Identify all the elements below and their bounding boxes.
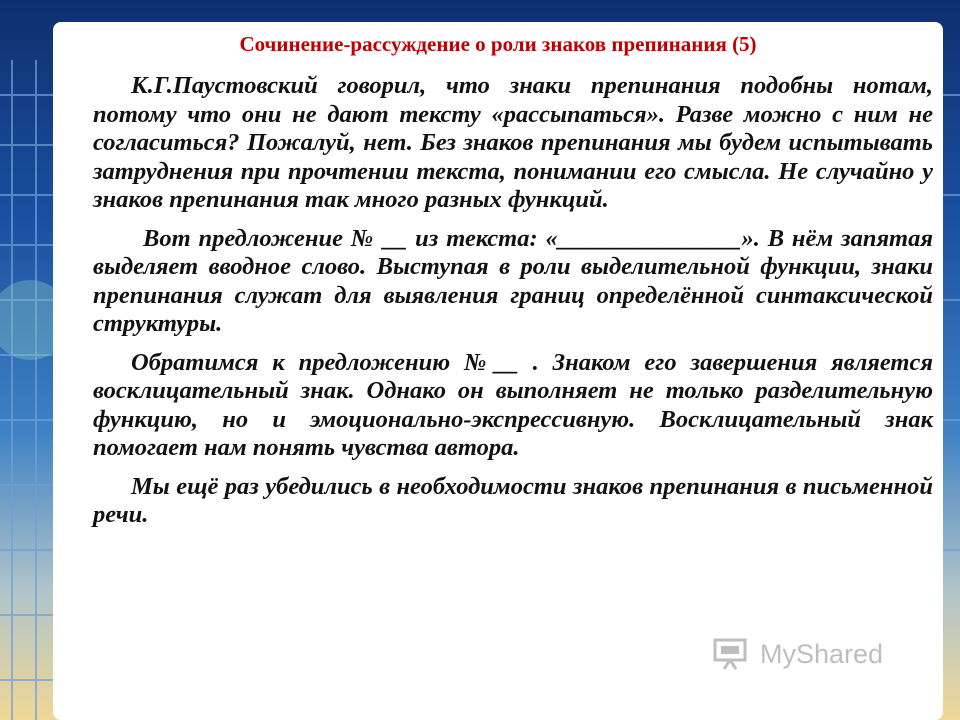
myshared-watermark <box>712 634 883 674</box>
paragraph-1: К.Г.Паустовский говорил, что знаки препинания подобны нотам, потому что они не дают тексту «рассыпаться». Разве можно с ним не согласиться? Пожалуй, нет. Без знаков препинания мы будем испытывать затруднения при прочтении текста, понимании его смысла. Не случайно у знаков препинания так много разных функций. <box>93 72 933 213</box>
paragraph-2: Вот предложение № __ из текста: «_______________». В нём запятая выделяет вводное слово. Выступая в роли выделительной функции, знаки препинания служат для выявления границ определённой синтаксической структуры. <box>93 224 933 337</box>
paragraph-3: Обратимся к предложению №__ . Знаком его завершения является восклицательный знак. Однако он выполняет не только разделительную функцию, но и эмоционально-экспрессивную. Восклицательный знак помогает нам понять чувства автора. <box>93 348 933 461</box>
slide-title: Сочинение-рассуждение о роли знаков препинания (5) <box>239 32 757 56</box>
watermark-text: MyShared <box>760 638 884 669</box>
presentation-board-icon <box>712 637 752 671</box>
paragraph-4: Мы ещё раз убедились в необходимости знаков препинания в письменной речи. <box>93 472 933 528</box>
essay-text <box>93 72 933 540</box>
slide-content-card <box>53 22 943 720</box>
